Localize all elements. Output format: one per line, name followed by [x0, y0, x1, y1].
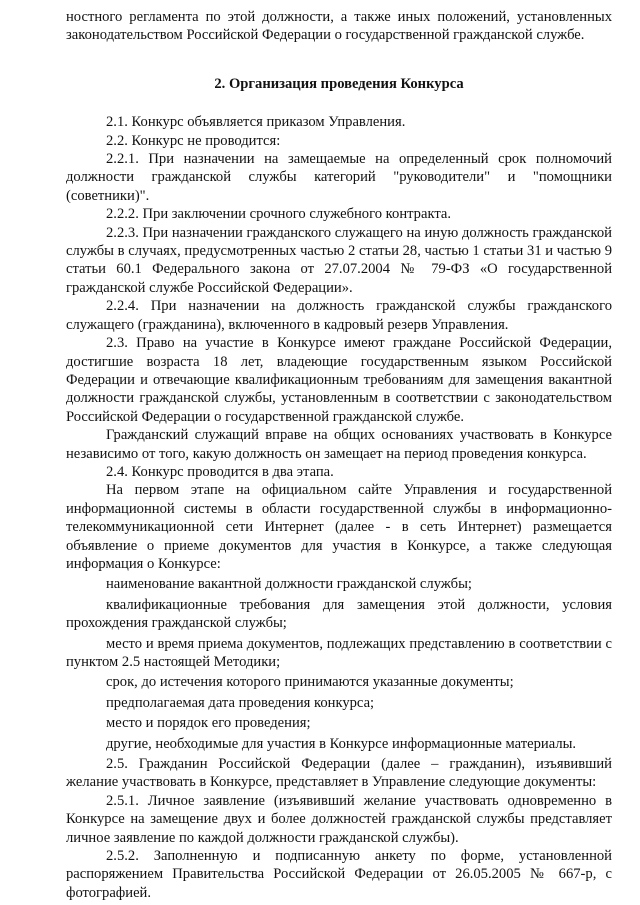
paragraph: 2.2.4. При назначении на должность гражданской службы гражданского служащего (гражданина), включенного в кадровый резерв Управления. — [66, 298, 612, 333]
paragraph: 2.4. Конкурс проводится в два этапа. — [106, 463, 334, 480]
paragraph-continuation: ностного регламента по этой должности, а также иных положений, установленных законодательством Российской Федерации о государственной гражданской службе. — [66, 9, 612, 44]
paragraph: 2.2.3. При назначении гражданского служащего на иную должность гражданской службы в случаях, предусмотренных частью 2 статьи 28, частью 1 статьи 31 и частью 9 статьи 60.1 Федерального закона от 27.07.2004 № 79-ФЗ «О государственной гражданской службе Российской Федерации». — [66, 224, 612, 296]
list-item: квалификационные требования для замещения этой должности, условия прохождения гражданской службы; — [66, 596, 612, 632]
section-heading: 2. Организация проведения Конкурса — [214, 75, 464, 92]
paragraph: 2.3. Право на участие в Конкурсе имеют граждане Российской Федерации, достигшие возраста 18 лет, владеющие государственным языком Российской Федерации и отвечающие квалификационным требованиям для замещения вакантной должности гражданской службы, установленным в соответствии с законодательством Российской Федерации о государственной гражданской службе. — [66, 335, 612, 425]
paragraph: 2.5. Гражданин Российской Федерации (далее – гражданин), изъявивший желание участвовать в Конкурсе, представляет в Управление следующие документы: — [66, 756, 612, 791]
paragraph: 2.2. Конкурс не проводится: — [106, 132, 281, 149]
paragraph: 2.1. Конкурс объявляется приказом Управления. — [106, 114, 406, 131]
list-item: наименование вакантной должности гражданской службы; — [106, 576, 472, 593]
paragraph: 2.5.1. Личное заявление (изъявивший желание участвовать одновременно в Конкурсе на замещение двух и более должностей гражданской службы представляет личное заявление по каждой должности гражданской службы). — [66, 792, 612, 846]
document-body — [66, 8, 612, 902]
list-item: место и порядок его проведения; — [106, 715, 311, 732]
list-item: предполагаемая дата проведения конкурса; — [106, 694, 375, 711]
list-item: другие, необходимые для участия в Конкурсе информационные материалы. — [106, 735, 577, 752]
list-item: срок, до истечения которого принимаются указанные документы; — [106, 674, 514, 691]
list-item: место и время приема документов, подлежащих представлению в соответствии с пунктом 2.5 настоящей Методики; — [66, 635, 612, 670]
paragraph: Гражданский служащий вправе на общих основаниях участвовать в Конкурсе независимо от того, какую должность он замещает на период проведения конкурса. — [66, 427, 612, 462]
paragraph: 2.2.1. При назначении на замещаемые на определенный срок полномочий должности гражданской службы категорий "руководители" и "помощники (советники)". — [66, 151, 612, 204]
paragraph: 2.5.2. Заполненную и подписанную анкету по форме, установленной распоряжением Правительства Российской Федерации от 26.05.2005 № 667-р, с фотографией. — [66, 848, 612, 901]
paragraph: 2.2.2. При заключении срочного служебного контракта. — [106, 206, 452, 223]
paragraph: На первом этапе на официальном сайте Управления и государственной информационной системы в области государственной службы в информационно-телекоммуникационной сети Интернет (далее - в сеть Интернет) размещается объявление о приеме документов для участия в Конкурсе, а также следующая информация о Конкурсе: — [66, 482, 612, 572]
